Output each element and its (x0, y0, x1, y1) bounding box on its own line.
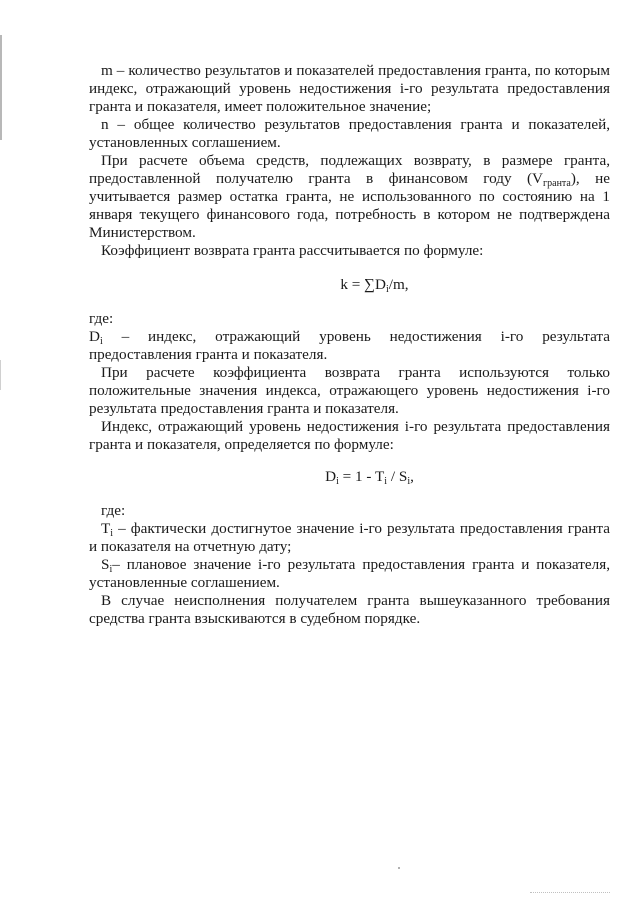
definition-n: n – общее количество результатов предоставления гранта и показателей, установленных соглашением. (89, 116, 610, 151)
where-label: где: (89, 310, 114, 327)
scan-footer-marks (530, 888, 610, 893)
definition-D (89, 328, 610, 364)
T-description: – фактически достигнутое значение i-го результата предоставления гранта и показателя на отчетную дату; (89, 520, 610, 555)
S-subscript: i (109, 564, 113, 575)
paragraph-calculation (89, 152, 610, 242)
definition-S (89, 556, 610, 592)
calc-text-part2: ), не учитывается размер остатка гранта, не использованного по состоянию на 1 января текущего финансового года, потребность в котором не подтверждена Министерством. (89, 170, 610, 241)
D-description: – индекс, отражающий уровень недостижения i-го результата предоставления гранта и показателя. (89, 328, 610, 363)
formula-D-subscript1: i (336, 476, 339, 487)
S-description: – плановое значение i-го результата предоставления гранта и показателя, установленные соглашением. (89, 556, 610, 591)
D-symbol: D (89, 328, 100, 345)
paragraph-index: Индекс, отражающий уровень недостижения i-го результата предоставления гранта и показателя, определяется по формуле: (89, 418, 610, 453)
calc-subscript: гранта (543, 178, 571, 189)
scan-edge-mark (0, 360, 1, 390)
formula-k-part2: /m, (388, 276, 409, 293)
definition-m: m – количество результатов и показателей предоставления гранта, по которым индекс, отражающий уровень недостижения i-го результата предоставления гранта и показателя, имеет положительное значение; (89, 62, 610, 115)
formula-k (89, 276, 610, 294)
S-symbol: S (101, 556, 110, 573)
formula-D-part2: = 1 - T (338, 468, 385, 485)
formula-D-subscript2: i (384, 476, 388, 487)
document-body (89, 62, 610, 628)
T-subscript: i (110, 528, 114, 539)
formula-k-part1: k = ∑D (340, 276, 386, 293)
paragraph-coefficient: Коэффициент возврата гранта рассчитывается по формуле: (101, 242, 484, 259)
paragraph-positive-values: При расчете коэффициента возврата гранта используются только положительные значения индекса, отражающего уровень недостижения i-го результата предоставления гранта и показателя. (89, 364, 610, 417)
formula-D-part1: D (325, 468, 337, 485)
scan-speck (398, 867, 400, 869)
definition-T (89, 520, 610, 556)
scan-edge-mark (0, 35, 2, 140)
formula-D-part4: , (410, 468, 414, 485)
formula-D-subscript3: i (407, 476, 411, 487)
T-symbol: T (101, 520, 111, 537)
D-subscript: i (99, 336, 103, 347)
where-label: где: (101, 502, 126, 519)
formula-D (89, 468, 610, 486)
paragraph-final: В случае неисполнения получателем гранта вышеуказанного требования средства гранта взыскиваются в судебном порядке. (89, 592, 610, 627)
formula-k-subscript: i (385, 284, 389, 295)
formula-D-part3: / S (387, 468, 408, 485)
calc-text-part1: При расчете объема средств, подлежащих возврату, в размере гранта, предоставленной получателю гранта в финансовом году (V (89, 152, 610, 187)
